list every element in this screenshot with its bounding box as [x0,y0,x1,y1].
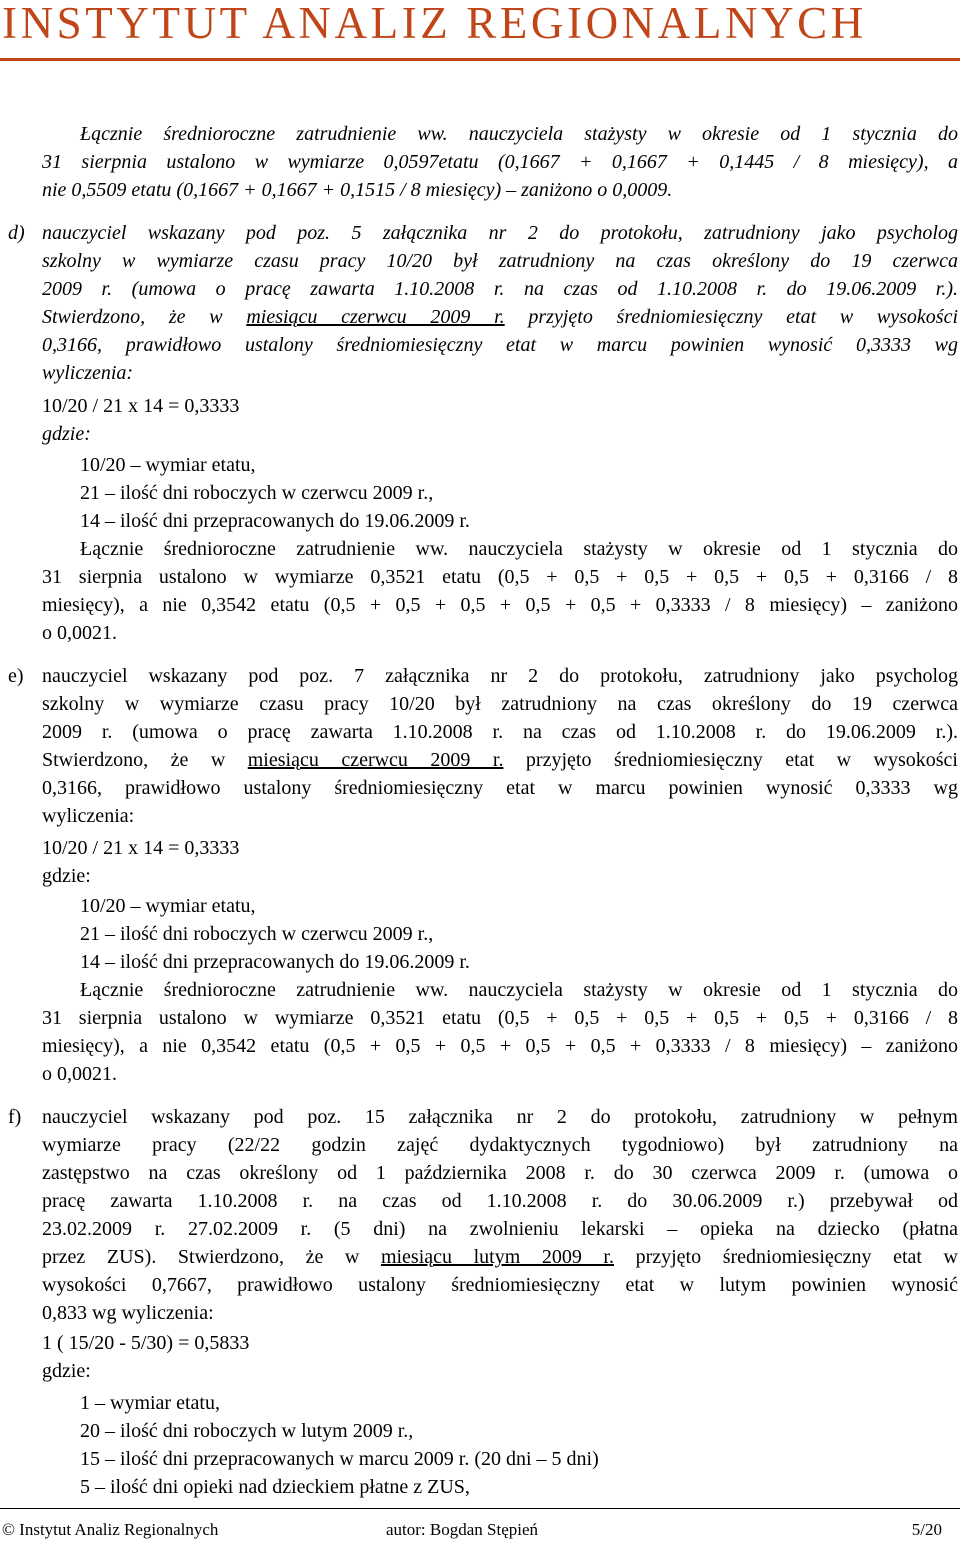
text-line: Łącznie średnioroczne zatrudnienie ww. nauczyciela stażysty w okresie od 1 stycznia do [80,538,958,560]
text-line: wysokości 0,7667, prawidłowo ustalony średniomiesięczny etat w lutym powinien wynosić [42,1274,958,1296]
text-line: nie 0,5509 etatu (0,1667 + 0,1667 + 0,1515 / 8 miesięcy) – zaniżono o 0,0009. [42,179,673,201]
text-line: 14 – ilość dni przepracowanych do 19.06.2009 r. [80,510,470,532]
text-line: 31 sierpnia ustalono w wymiarze 0,3521 etatu (0,5 + 0,5 + 0,5 + 0,5 + 0,5 + 0,3166 / 8 [42,1007,958,1029]
text-line: 21 – ilość dni roboczych w czerwcu 2009 r., [80,482,434,504]
text-line: 5 – ilość dni opieki nad dzieckiem płatne z ZUS, [80,1476,470,1498]
text-line: o 0,0021. [42,622,117,644]
list-marker-d: d) [8,222,25,244]
list-marker-e: e) [8,665,24,687]
page-header [0,0,960,61]
underlined-month: miesiącu lutym 2009 r. [380,1246,614,1268]
text-line: 31 sierpnia ustalono w wymiarze 0,3521 etatu (0,5 + 0,5 + 0,5 + 0,5 + 0,5 + 0,3166 / 8 [42,566,958,588]
institute-title: INSTYTUT ANALIZ REGIONALNYCH [2,0,867,48]
text-line: nauczyciel wskazany pod poz. 7 załącznika nr 2 do protokołu, zatrudniony jako psycholog [42,665,958,687]
text-line: 2009 r. (umowa o pracę zawarta 1.10.2008 r. na czas od 1.10.2008 r. do 19.06.2009 r.). [42,721,958,743]
text-line: 0,833 wg wyliczenia: [42,1302,214,1324]
page-footer [0,1508,960,1546]
footer-author: autor: Bogdan Stępień [386,1520,539,1539]
list-marker-f: f) [8,1106,22,1128]
text-line: pracę zawarta 1.10.2008 r. na czas od 1.10.2008 r. do 30.06.2009 r.) przebywał od [42,1190,958,1212]
text-line: 14 – ilość dni przepracowanych do 19.06.2009 r. [80,951,470,973]
calc-line: 1 ( 15/20 - 5/30) = 0,5833 [42,1332,250,1354]
text-line: 15 – ilość dni przepracowanych w marcu 2009 r. (20 dni – 5 dni) [80,1448,599,1470]
text-line: 21 – ilość dni roboczych w czerwcu 2009 r., [80,923,434,945]
text-line: 2009 r. (umowa o pracę zawarta 1.10.2008 r. na czas od 1.10.2008 r. do 19.06.2009 r.). [42,278,958,300]
text-line: wymiarze pracy (22/22 godzin zajęć dydaktycznych tygodniowo) był zatrudniony na [42,1134,958,1156]
text-line: wyliczenia: [42,362,134,384]
text-line: szkolny w wymiarze czasu pracy 10/20 był zatrudniony na czas określony do 19 czerwca [42,693,958,715]
calc-line: 10/20 / 21 x 14 = 0,3333 [42,837,240,859]
text-line: miesięcy), a nie 0,3542 etatu (0,5 + 0,5 + 0,5 + 0,5 + 0,5 + 0,3333 / 8 miesięcy) – zaniżono [42,594,958,616]
text-line: zastępstwo na czas określony od 1 października 2008 r. do 30 czerwca 2009 r. (umowa o [42,1162,958,1184]
text-line: miesięcy), a nie 0,3542 etatu (0,5 + 0,5 + 0,5 + 0,5 + 0,5 + 0,3333 / 8 miesięcy) – zaniżono [42,1035,958,1057]
text-line: 10/20 – wymiar etatu, [80,454,256,476]
text-line: szkolny w wymiarze czasu pracy 10/20 był zatrudniony na czas określony do 19 czerwca [42,250,958,272]
text-line: Łącznie średnioroczne zatrudnienie ww. nauczyciela stażysty w okresie od 1 stycznia do [80,123,958,145]
text-line: gdzie: [42,865,91,887]
text-line: Łącznie średnioroczne zatrudnienie ww. nauczyciela stażysty w okresie od 1 stycznia do [80,979,958,1001]
text-line: wyliczenia: [42,805,135,827]
calc-line: 10/20 / 21 x 14 = 0,3333 [42,395,240,417]
text-line: Stwierdzono, że w miesiącu czerwcu 2009 r. przyjęto średniomiesięczny etat w wysokości [42,306,959,328]
text-line: nauczyciel wskazany pod poz. 15 załącznika nr 2 do protokołu, zatrudniony w pełnym [42,1106,958,1128]
underlined-month: miesiącu czerwcu 2009 r. [246,306,505,328]
text-line: gdzie: [42,1360,91,1382]
text-line: 0,3166, prawidłowo ustalony średniomiesięczny etat w marcu powinien wynosić 0,3333 wg [42,777,958,799]
text-line: 31 sierpnia ustalono w wymiarze 0,0597etatu (0,1667 + 0,1667 + 0,1445 / 8 miesięcy), a [42,151,958,173]
footer-copyright: © Instytut Analiz Regionalnych [2,1520,219,1539]
text-line: nauczyciel wskazany pod poz. 5 załącznika nr 2 do protokołu, zatrudniony jako psycholog [42,222,958,244]
text-line: gdzie: [42,423,91,445]
underlined-month: miesiącu czerwcu 2009 r. [247,749,504,771]
text-line: 23.02.2009 r. 27.02.2009 r. (5 dni) na zwolnieniu lekarski – opieka na dziecko (płatna [42,1218,958,1240]
text-line: 20 – ilość dni roboczych w lutym 2009 r., [80,1420,414,1442]
text-line: Stwierdzono, że w miesiącu czerwcu 2009 r. przyjęto średniomiesięczny etat w wysokości [42,749,958,771]
text-line: przez ZUS). Stwierdzono, że w miesiącu lutym 2009 r. przyjęto średniomiesięczny etat w [42,1246,958,1268]
text-line: 1 – wymiar etatu, [80,1392,220,1414]
text-line: 10/20 – wymiar etatu, [80,895,256,917]
page-number: 5/20 [911,1520,942,1539]
text-line: o 0,0021. [42,1063,117,1085]
text-line: 0,3166, prawidłowo ustalony średniomiesięczny etat w marcu powinien wynosić 0,3333 wg [42,334,958,356]
